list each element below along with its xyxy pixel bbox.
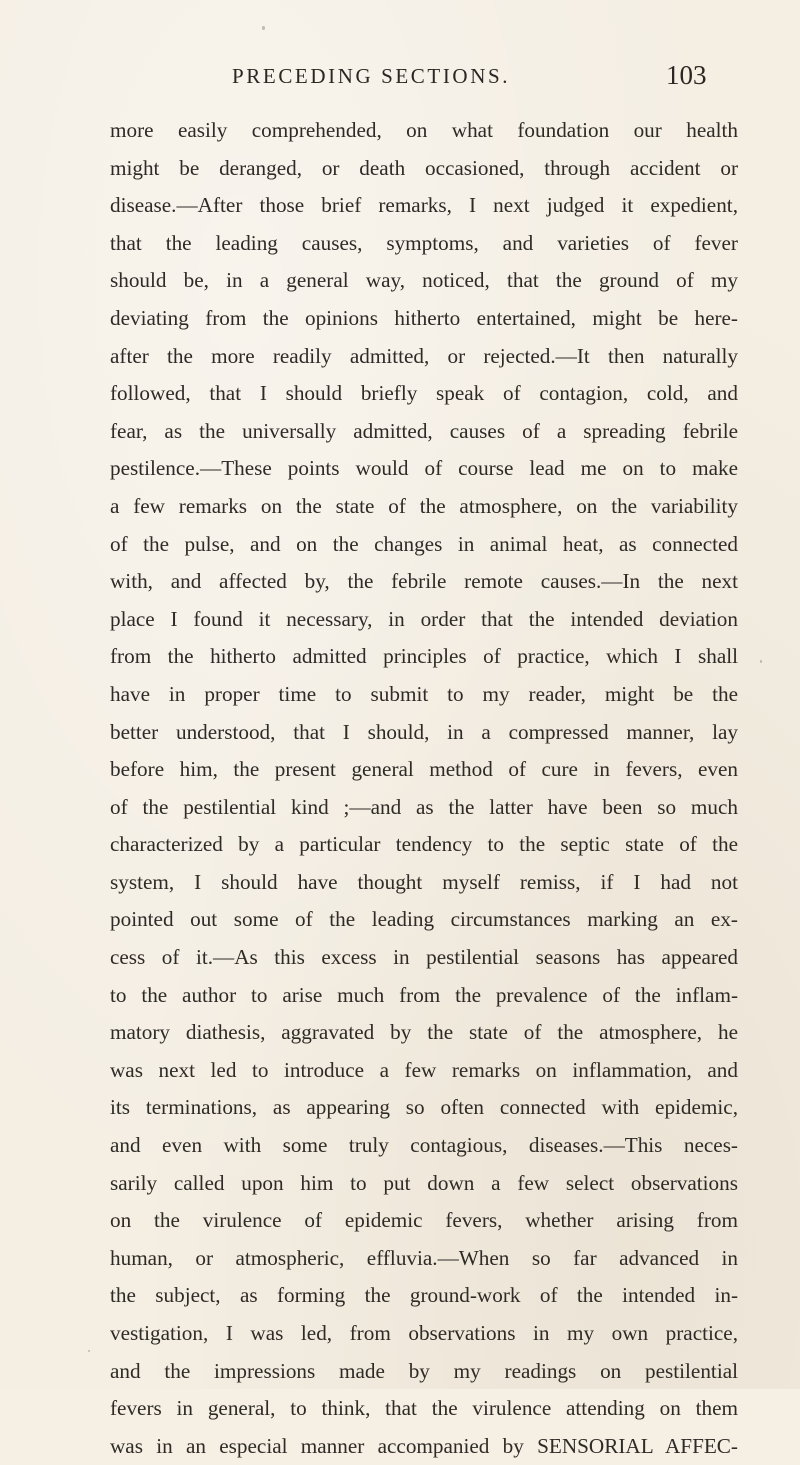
text-line-1: more easily comprehended, on what foundation our health: [110, 118, 738, 142]
text-line-22: pointed out some of the leading circumstances marking an ex-: [110, 907, 738, 932]
text-line-30: on the virulence of epidemic fevers, whether arising from: [110, 1208, 738, 1233]
text-line-6: deviating from the opinions hitherto entertained, might be here-: [110, 305, 738, 330]
text-line-19: of the pestilential kind ;—and as the latter have been so much: [110, 794, 738, 819]
text-line-15: from the hitherto admitted principles of practice, which I shall: [110, 644, 738, 669]
body-text: [110, 112, 738, 1465]
text-line-24: to the author to arise much from the prevalence of the inflam-: [110, 982, 738, 1007]
paper-speck: [262, 26, 265, 30]
text-line-10: pestilence.—These points would of course lead me on to make: [110, 456, 738, 481]
text-line-11: a few remarks on the state of the atmosphere, on the variability: [110, 493, 738, 518]
text-line-35: fevers in general, to think, that the virulence attending on them: [110, 1396, 738, 1421]
text-line-20: characterized by a particular tendency to the septic state of the: [110, 832, 738, 857]
text-line-14: place I found it necessary, in order that the intended deviation: [110, 606, 738, 631]
text-line-29: sarily called upon him to put down a few select observations: [110, 1170, 738, 1195]
text-line-28: and even with some truly contagious, diseases.—This neces-: [110, 1133, 738, 1158]
running-head: [0, 58, 800, 98]
text-line-21: system, I should have thought myself remiss, if I had not: [110, 869, 738, 894]
text-line-34: and the impressions made by my readings on pestilential: [110, 1358, 738, 1383]
text-line-5: should be, in a general way, noticed, that the ground of my: [110, 268, 738, 293]
text-line-18: before him, the present general method of cure in fevers, even: [110, 757, 738, 782]
text-line-31: human, or atmospheric, effluvia.—When so far advanced in: [110, 1245, 738, 1270]
text-line-27: its terminations, as appearing so often connected with epidemic,: [110, 1095, 738, 1120]
page-number: 103: [666, 60, 707, 90]
text-line-26: was next led to introduce a few remarks on inflammation, and: [110, 1057, 738, 1082]
text-line-33: vestigation, I was led, from observations in my own practice,: [110, 1321, 738, 1345]
text-line-25: matory diathesis, aggravated by the state of the atmosphere, he: [110, 1020, 738, 1045]
text-line-3: disease.—After those brief remarks, I next judged it expedient,: [110, 193, 738, 218]
text-line-12: of the pulse, and on the changes in animal heat, as connected: [110, 531, 738, 556]
text-line-36: was in an especial manner accompanied by SENSORIAL AFFEC-: [110, 1433, 738, 1458]
text-line-9: fear, as the universally admitted, causes of a spreading febrile: [110, 418, 738, 443]
text-line-23: cess of it.—As this excess in pestilential seasons has appeared: [110, 945, 738, 970]
text-line-8: followed, that I should briefly speak of contagion, cold, and: [110, 381, 738, 406]
text-line-16: have in proper time to submit to my reader, might be the: [110, 681, 738, 706]
text-line-2: might be deranged, or death occasioned, through accident or: [110, 155, 738, 180]
paper-speck: [760, 660, 762, 663]
text-line-7: after the more readily admitted, or rejected.—It then naturally: [110, 343, 738, 368]
text-line-32: the subject, as forming the ground-work of the intended in-: [110, 1283, 738, 1308]
text-line-13: with, and affected by, the febrile remote causes.—In the next: [110, 569, 738, 594]
running-title: PRECEDING SECTIONS.: [232, 64, 511, 88]
text-line-4: that the leading causes, symptoms, and varieties of fever: [110, 230, 738, 255]
text-line-17: better understood, that I should, in a compressed manner, lay: [110, 719, 738, 744]
paper-speck: [88, 1350, 90, 1352]
